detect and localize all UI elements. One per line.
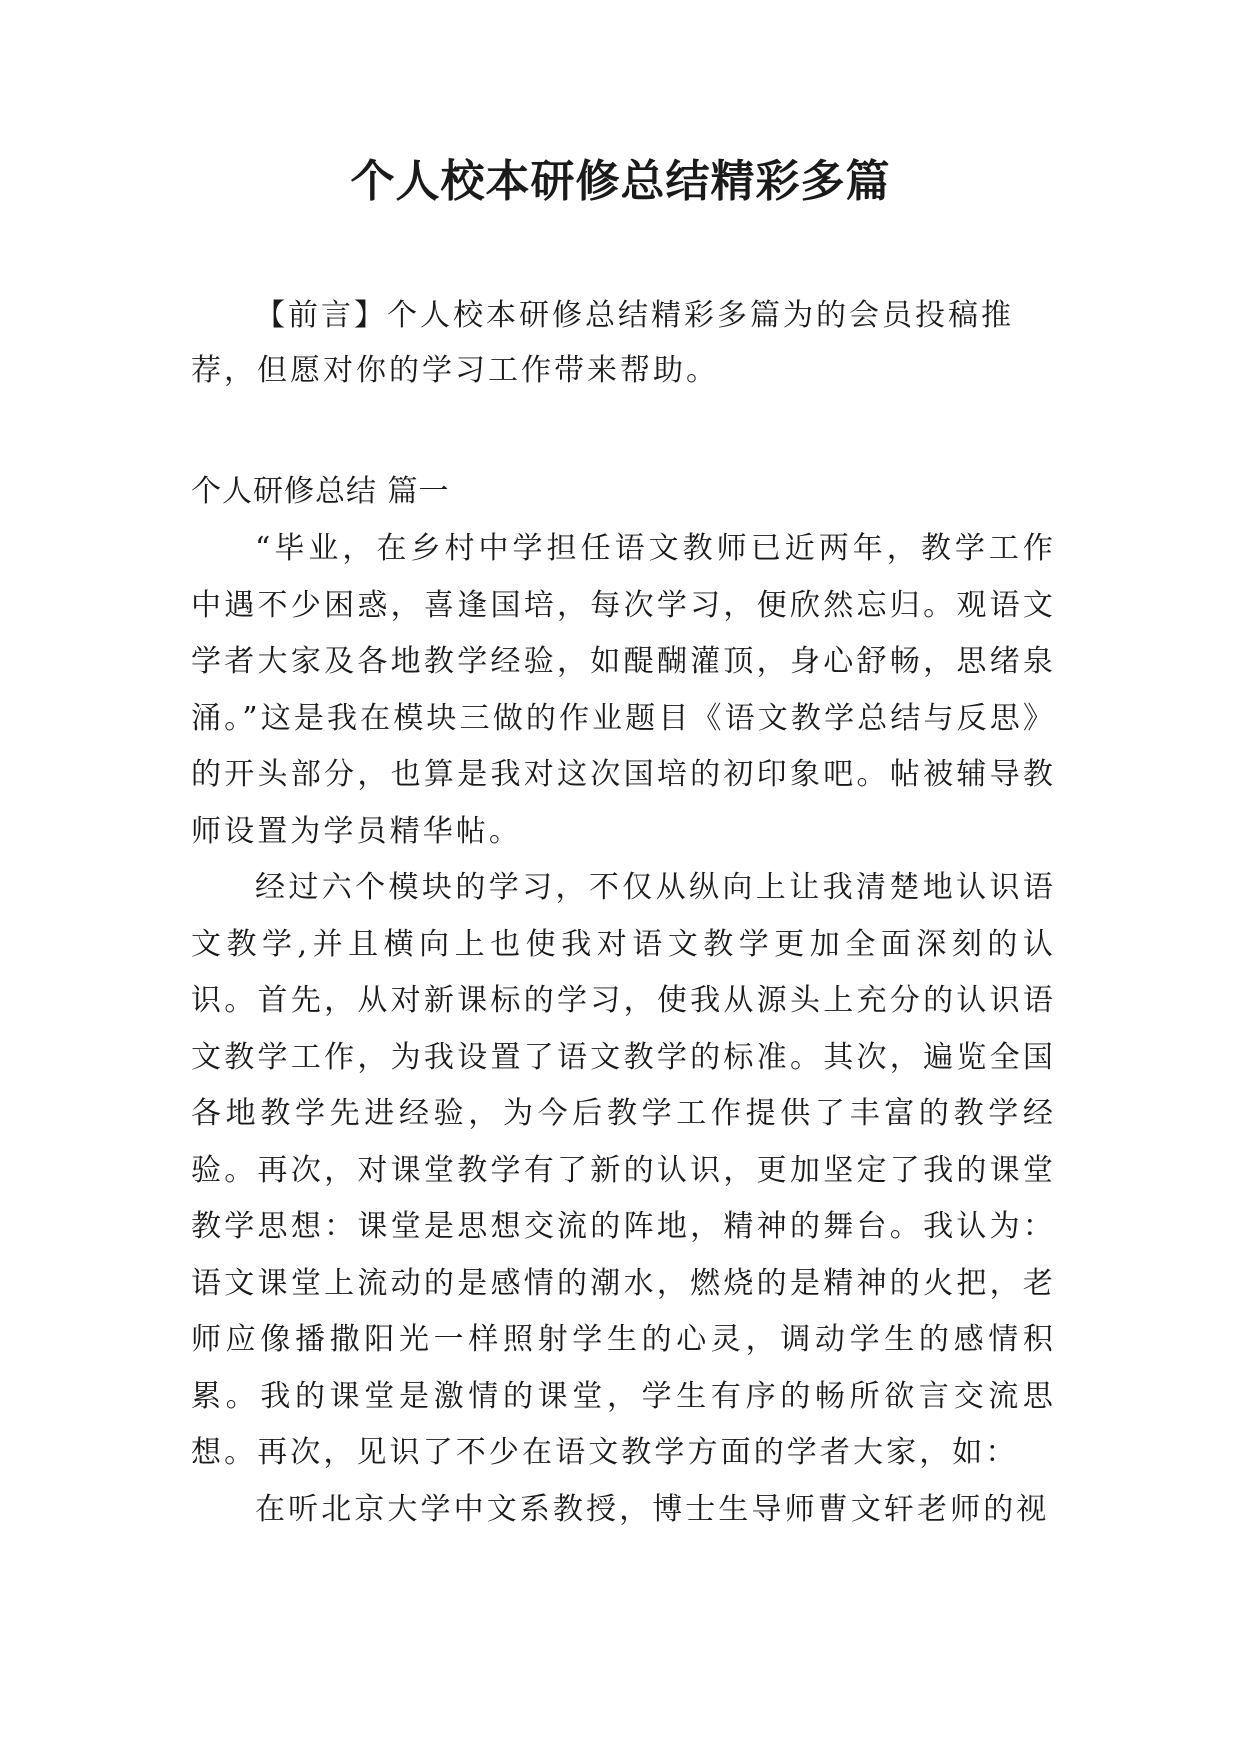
- body-paragraph: 在听北京大学中文系教授，博士生导师曹文轩老师的视: [255, 1491, 1050, 1527]
- body-paragraph: 经过六个模块的学习，不仅从纵向上让我清楚地认识语文教学,并且横向上也使我对语文教学更加全面深刻的认识。首先，从对新课标的学习，使我从源头上充分的认识语文教学工作，为我设置了语文教学的标准。其次，遍览全国各地教学先进经验，为今后教学工作提供了丰富的教学经验。再次，对课堂教学有了新的认识，更加坚定了我的课堂教学思想：课堂是思想交流的阵地，精神的舞台。我认为：语文课堂上流动的是感情的潮水，燃烧的是精神的火把，老师应像播撒阳光一样照射学生的心灵，调动学生的感情积累。我的课堂是激情的课堂，学生有序的畅所欲言交流思想。再次，见识了不少在语文教学方面的学者大家，如：: [191, 870, 1056, 1470]
- document-title: 个人校本研修总结精彩多篇: [350, 156, 891, 207]
- body-text: [191, 521, 1056, 1538]
- section-heading: 个人研修总结 篇一: [191, 474, 450, 509]
- intro-paragraph: 【前言】个人校本研修总结精彩多篇为的会员投稿推荐，但愿对你的学习工作带来帮助。: [191, 298, 1014, 388]
- body-paragraph: “毕业，在乡村中学担任语文教师已近两年，教学工作中遇不少困惑，喜逢国培，每次学习，便欣然忘归。观语文学者大家及各地教学经验，如醍醐灌顶，身心舒畅，思绪泉涌。”这是我在模块三做的作业题目《语文教学总结与反思》的开头部分，也算是我对这次国培的初印象吧。帖被辅导教师设置为学员精华帖。: [191, 531, 1056, 849]
